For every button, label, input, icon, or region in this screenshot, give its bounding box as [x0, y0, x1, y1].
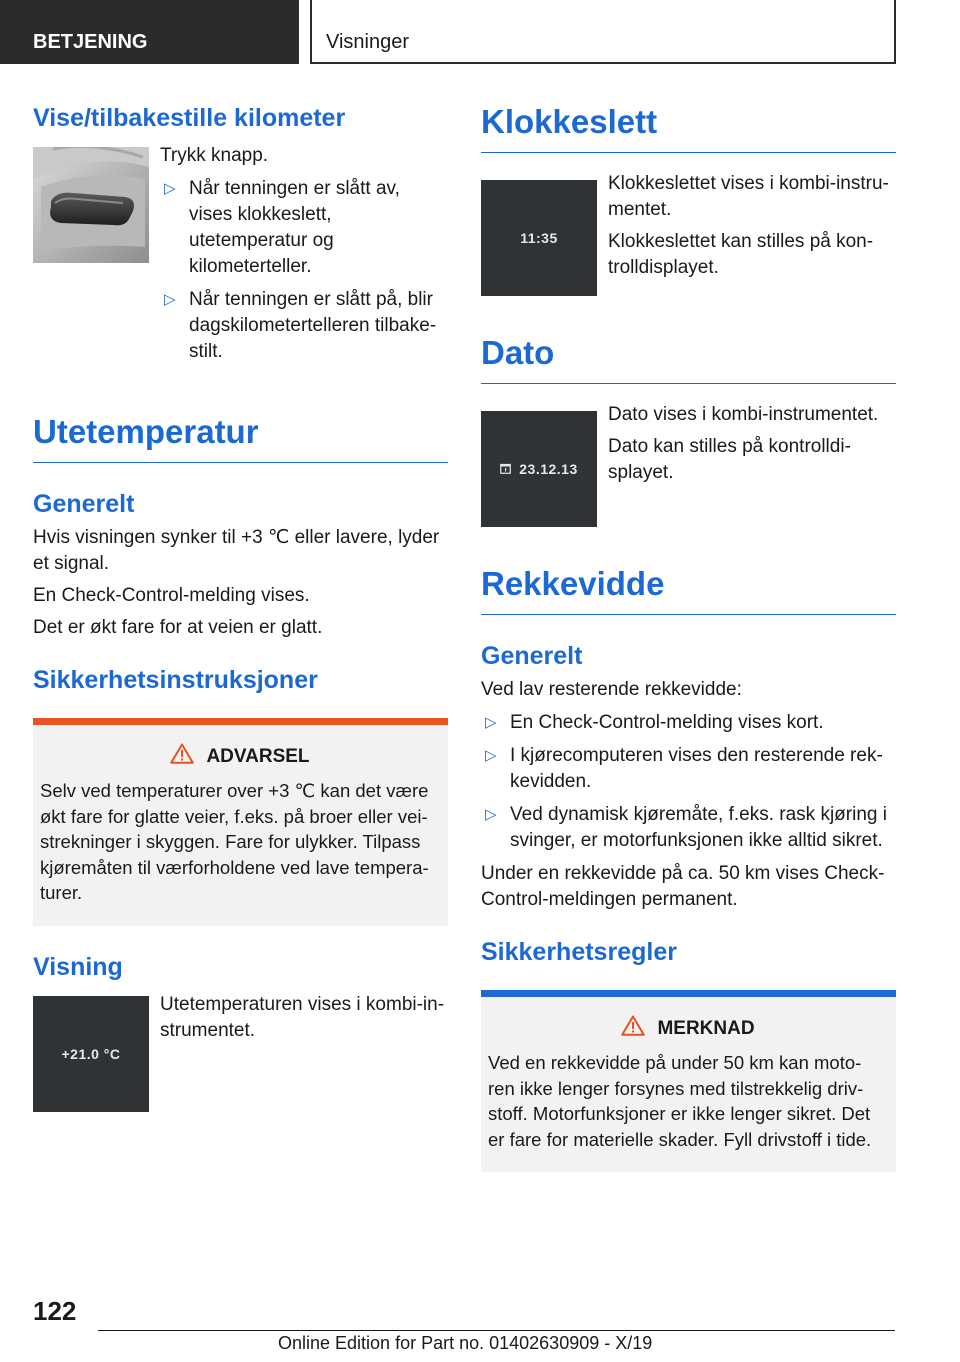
- temperature-display-image: [33, 996, 149, 1112]
- bullet-triangle-icon: ▷: [485, 806, 497, 823]
- footer-divider: [98, 1330, 895, 1331]
- range-intro: Ved lav resterende rekkevidde:: [481, 679, 742, 700]
- outside-temp-heading: Utetemperatur: [33, 410, 448, 463]
- warning-header: [40, 743, 440, 770]
- edition-text: Online Edition for Part no. 01402630909 - X/19: [278, 1333, 653, 1353]
- range-after: Under en rekkevidde på ca. 50 km vises Check-Control-meldingen permanent.: [481, 863, 885, 910]
- outside-p3: Det er økt fare for at veien er glatt.: [33, 617, 323, 638]
- warning-box: [33, 718, 448, 926]
- range-general-heading: Generelt: [481, 642, 583, 670]
- list-item: ▷ Når tenningen er slått på, blir dagskilometertelleren tilbake-stilt.: [164, 289, 437, 362]
- list-item: ▷ Ved dynamisk kjøremåte, f.eks. rask kjøring i svinger, er motorfunksjonen ikke alltid sikret.: [485, 804, 887, 851]
- trip-bullets: [160, 176, 448, 365]
- clock-text: [608, 171, 896, 296]
- range-bullets: [481, 710, 896, 854]
- date-text: [608, 402, 896, 527]
- trip-block: [33, 147, 448, 365]
- clock-p1: Klokkeslettet vises i kombi-instru-mentet.: [608, 173, 889, 220]
- section-tab: [0, 0, 299, 64]
- outside-general-heading: Generelt: [33, 490, 135, 518]
- topic-label: Visninger: [326, 31, 410, 53]
- section-label: BETJENING: [33, 31, 148, 53]
- clock-readout: 11:35: [520, 230, 558, 246]
- clock-p2: Klokkeslettet kan stilles på kon-trolldisplayet.: [608, 231, 874, 278]
- display-text: Utetemperaturen vises i kombi-in-strumentet.: [160, 993, 445, 1041]
- date-p2: Dato kan stilles på kontrolldi-splayet.: [608, 436, 851, 483]
- warning-triangle-icon: [170, 743, 194, 770]
- trip-intro: Trykk knapp.: [160, 145, 269, 166]
- range-heading: Rekkevidde: [481, 562, 896, 615]
- bullet-triangle-icon: ▷: [485, 714, 497, 731]
- clock-block: [481, 171, 896, 296]
- date-heading: Dato: [481, 331, 896, 384]
- right-column: [481, 100, 896, 1172]
- display-heading: Visning: [33, 952, 123, 981]
- warning-label: ADVARSEL: [206, 745, 310, 767]
- page-number: 122: [33, 1296, 77, 1326]
- note-header: [488, 1015, 888, 1042]
- list-item: ▷ En Check-Control-melding vises kort.: [481, 710, 896, 736]
- calendar-icon: [500, 461, 511, 477]
- bullet-triangle-icon: ▷: [164, 291, 176, 308]
- range-safety-heading: Sikkerhetsregler: [481, 938, 677, 966]
- list-item: ▷ Når tenningen er slått av, vises klokkeslett, utetemperatur og kilometerteller.: [164, 178, 400, 277]
- outside-p1: Hvis visningen synker til +3 ℃ eller lavere, lyder et signal.: [33, 527, 440, 574]
- left-column: [33, 100, 448, 1112]
- display-block: [33, 993, 448, 1112]
- bullet-triangle-icon: ▷: [164, 180, 176, 197]
- outside-p2: En Check-Control-melding vises.: [33, 585, 310, 606]
- temperature-readout: +21.0 °C: [61, 1045, 121, 1062]
- clock-heading: Klokkeslett: [481, 100, 896, 153]
- trip-heading: Vise/tilbakestille kilometer: [33, 104, 346, 132]
- clock-display-image: [481, 180, 597, 296]
- button-photo: [33, 147, 149, 263]
- topic-tab: [310, 0, 896, 64]
- safety-heading: Sikkerhetsinstruksjoner: [33, 666, 318, 694]
- note-text: Ved en rekkevidde på under 50 km kan moto-ren ikke lenger forsynes med tilstrekkelig driv-stoff. Motorfunksjoner er ikke lenger sikret. Det er fare for materielle skader. Fyll drivstoff i tide.: [488, 1052, 872, 1150]
- warning-triangle-icon: [621, 1015, 645, 1042]
- warning-text: Selv ved temperaturer over +3 ℃ kan det være økt fare for glatte veier, f.eks. på broer eller vei-strekninger i skyggen. Fare for ulykker. Tilpass kjøremåten til værforholdene ved lave tempera-turer.: [40, 780, 429, 903]
- note-label: MERKNAD: [657, 1017, 755, 1039]
- date-display-image: [481, 411, 597, 527]
- list-item: ▷ I kjørecomputeren vises den resterende rek-kevidden.: [485, 745, 883, 792]
- note-box: [481, 990, 896, 1172]
- bullet-triangle-icon: ▷: [485, 747, 497, 764]
- trip-text: [160, 147, 448, 365]
- date-p1: Dato vises i kombi-instrumentet.: [608, 404, 879, 425]
- date-block: [481, 402, 896, 527]
- date-readout: 23.12.13: [519, 461, 578, 477]
